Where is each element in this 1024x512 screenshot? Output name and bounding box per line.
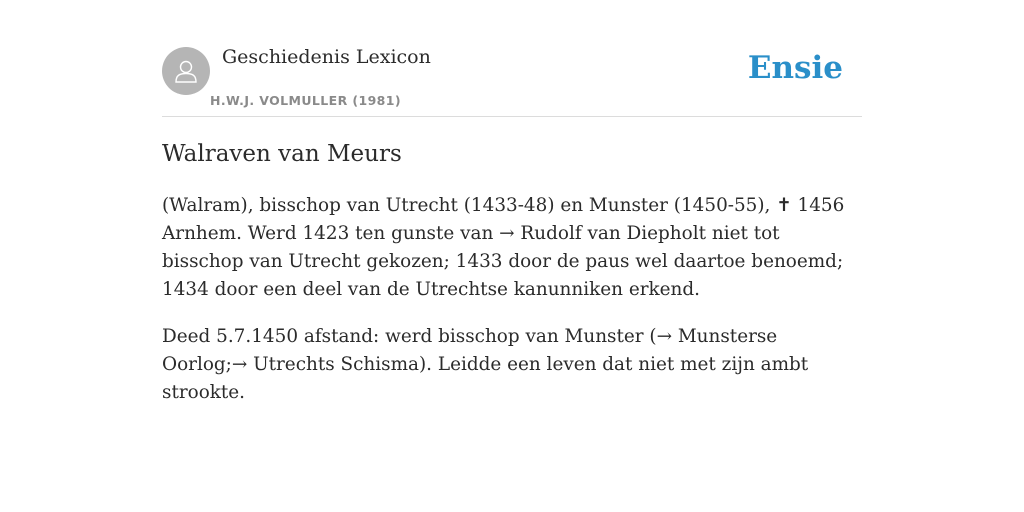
paragraph-text: niet tot bisschop van Utrecht gekozen; 1433 door de paus wel daartoe benoemd; 1434 door een deel van de Utrechtse kanunniken erkend. (162, 223, 844, 300)
entry-paragraph-1 (162, 192, 862, 304)
link-rudolf-van-diepholt[interactable]: → Rudolf van Diepholt (499, 223, 706, 244)
entry-paragraph-2 (162, 323, 862, 407)
paragraph-text: ). Leidde een leven dat niet met zijn ambt strookte. (162, 354, 809, 403)
page-container (162, 0, 862, 403)
brand-logo[interactable]: Ensie (747, 50, 843, 86)
link-utrechts-schisma[interactable]: → Utrechts Schisma (231, 354, 419, 375)
header (162, 0, 862, 117)
author-name[interactable]: H.W.J. VOLMULLER (1981) (210, 93, 401, 108)
lexicon-title[interactable]: Geschiedenis Lexicon (222, 46, 431, 68)
user-icon (171, 56, 201, 86)
paragraph-text: (Walram), bisschop van Utrecht (1433-48) en Munster (1450-55), ✝ 1456 Arnhem. Werd 1423 ten gunste van (162, 195, 845, 244)
link-munsterse-oorlog[interactable]: → Munsterse Oorlog; (162, 326, 778, 375)
entry-body (162, 192, 862, 426)
paragraph-text: Deed 5.7.1450 afstand: werd bisschop van Munster ( (162, 326, 657, 347)
entry-title: Walraven van Meurs (162, 141, 402, 167)
avatar[interactable] (162, 47, 210, 95)
